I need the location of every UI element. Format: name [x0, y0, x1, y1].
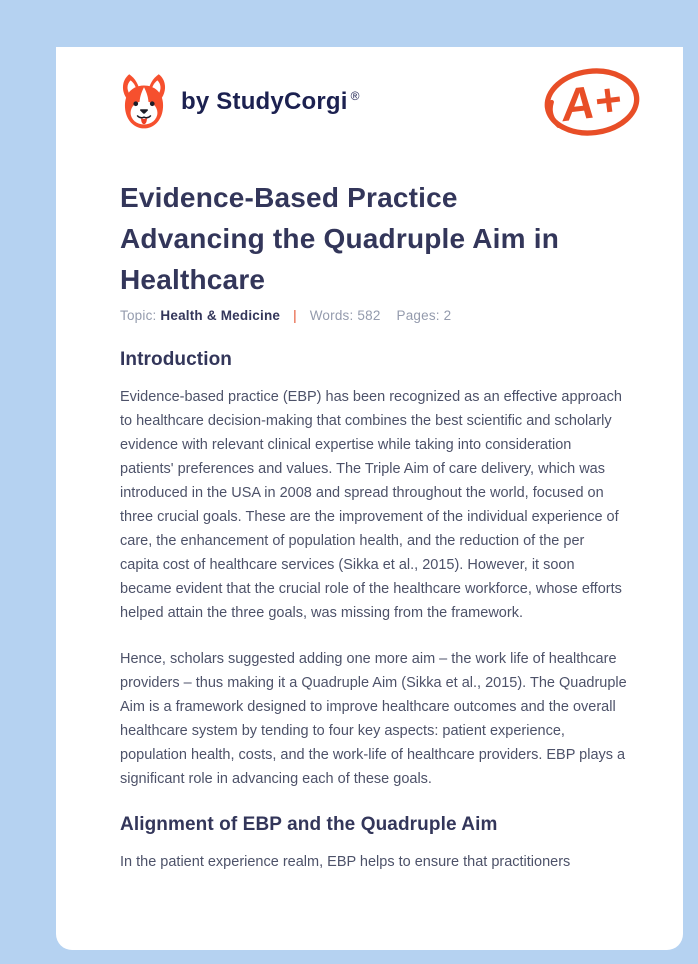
- studycorgi-logo[interactable]: [118, 72, 360, 132]
- paragraph: Hence, scholars suggested adding one more aim – the work life of healthcare providers – thus making it a Quadruple Aim (Sikka et al., 2015). The Quadruple Aim is a framework designed to improve healthcare outcomes and the overall healthcare system by tending to four key aspects: patient experience, population health, costs, and the work-life of healthcare providers. EBP plays a significant role in advancing each of these goals.: [120, 651, 627, 787]
- card-header: [118, 63, 643, 141]
- corgi-eye-right: [150, 101, 155, 106]
- meta-separator: |: [293, 308, 297, 323]
- article-meta: [120, 308, 627, 323]
- words-label: Words:: [309, 308, 354, 323]
- pages-label: Pages:: [396, 308, 440, 323]
- pages-value: 2: [443, 308, 452, 323]
- title-line: Advancing the Quadruple Aim in: [120, 223, 560, 254]
- topic-value: Health & Medicine: [160, 308, 281, 323]
- corgi-icon: [118, 72, 170, 132]
- title-line: Evidence-Based Practice: [120, 182, 458, 213]
- brand-text: [181, 88, 360, 116]
- paragraph: Evidence-based practice (EBP) has been recognized as an effective approach to healthcare decision-making that combines the best scientific and scholarly evidence with relevant clinical expertise while taking into consideration patients' preferences and values. The Triple Aim of care delivery, which was introduced in the USA in 2008 and spread throughout the world, focused on three crucial goals. These are the improvement of the individual experience of care, the enhancement of population health, and the reduction of the per capita cost of healthcare services (Sikka et al., 2015). However, it soon became evident that the crucial role of the healthcare workforce, whose efforts helped attain the three goals, was missing from the framework.: [120, 389, 622, 621]
- section-heading-introduction: Introduction: [120, 349, 233, 370]
- article-content: [120, 177, 627, 874]
- a-plus-grade-icon: [541, 63, 643, 141]
- topic-label: Topic:: [120, 308, 157, 323]
- brand-prefix: by: [181, 88, 210, 115]
- title-line: Healthcare: [120, 264, 266, 295]
- paragraph: In the patient experience realm, EBP helps to ensure that practitioners: [120, 854, 571, 870]
- document-card: [56, 47, 683, 950]
- corgi-eye-left: [133, 101, 138, 106]
- grade-label: A+: [558, 73, 624, 132]
- registered-trademark: ®: [350, 89, 360, 103]
- page-title: [120, 177, 627, 300]
- words-value: 582: [357, 308, 381, 323]
- section-heading-alignment: Alignment of EBP and the Quadruple Aim: [120, 814, 498, 835]
- brand-name: StudyCorgi: [216, 88, 348, 115]
